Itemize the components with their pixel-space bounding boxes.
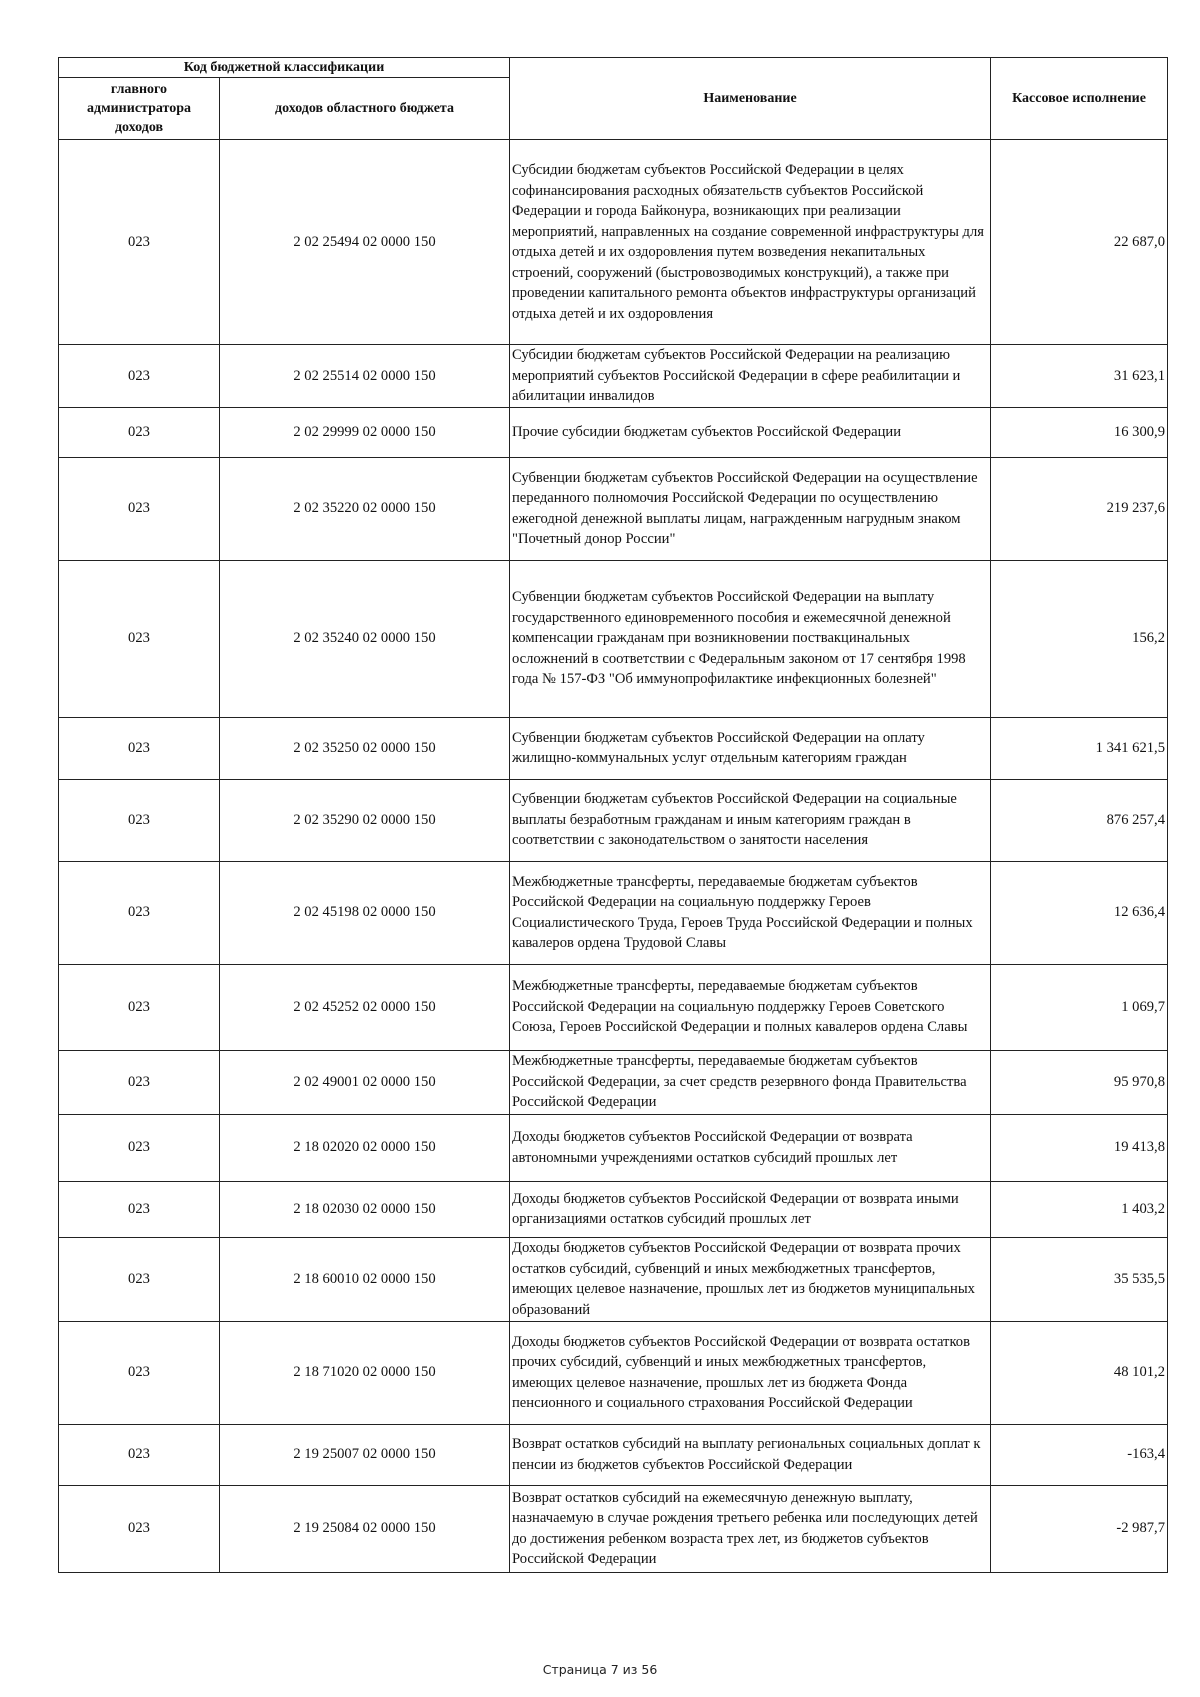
header-admin-code: главного администратора доходов <box>59 78 220 140</box>
table-row <box>59 779 1168 861</box>
table-row <box>59 1424 1168 1485</box>
name-cell: Межбюджетные трансферты, передаваемые бюджетам субъектов Российской Федерации на социальную поддержку Героев Советского Союза, Героев Российской Федерации и полных кавалеров ордена Славы <box>510 964 991 1050</box>
name-cell: Межбюджетные трансферты, передаваемые бюджетам субъектов Российской Федерации на социальную поддержку Героев Социалистического Труда, Героев Труда Российской Федерации и полных кавалеров ордена Трудовой Славы <box>510 861 991 964</box>
income-code-cell: 2 19 25007 02 0000 150 <box>220 1424 510 1485</box>
amount-cell: 31 623,1 <box>991 345 1168 408</box>
name-cell: Доходы бюджетов субъектов Российской Федерации от возврата автономными учреждениями остатков субсидий прошлых лет <box>510 1114 991 1181</box>
income-code-cell: 2 02 45252 02 0000 150 <box>220 964 510 1050</box>
name-cell: Возврат остатков субсидий на выплату региональных социальных доплат к пенсии из бюджетов субъектов Российской Федерации <box>510 1424 991 1485</box>
admin-code-cell: 023 <box>59 779 220 861</box>
header-budget-classification: Код бюджетной классификации <box>59 58 510 78</box>
table-body <box>59 140 1168 1573</box>
budget-table <box>58 57 1168 1573</box>
admin-code-cell: 023 <box>59 861 220 964</box>
name-cell: Возврат остатков субсидий на ежемесячную денежную выплату, назначаемую в случае рождения третьего ребенка или последующих детей до достижения ребенком возраста трех лет, из бюджетов субъектов Российской Федерации <box>510 1485 991 1572</box>
amount-cell: 219 237,6 <box>991 457 1168 560</box>
income-code-cell: 2 02 35290 02 0000 150 <box>220 779 510 861</box>
header-cash-execution: Кассовое исполнение <box>991 58 1168 140</box>
admin-code-cell: 023 <box>59 964 220 1050</box>
income-code-cell: 2 18 60010 02 0000 150 <box>220 1237 510 1321</box>
name-cell: Доходы бюджетов субъектов Российской Федерации от возврата иными организациями остатков субсидий прошлых лет <box>510 1181 991 1237</box>
admin-code-cell: 023 <box>59 717 220 779</box>
name-cell: Субвенции бюджетам субъектов Российской Федерации на оплату жилищно-коммунальных услуг отдельным категориям граждан <box>510 717 991 779</box>
amount-cell: 22 687,0 <box>991 140 1168 345</box>
table-row <box>59 964 1168 1050</box>
admin-code-cell: 023 <box>59 345 220 408</box>
name-cell: Доходы бюджетов субъектов Российской Федерации от возврата прочих остатков субсидий, субвенций и иных межбюджетных трансфертов, имеющих целевое назначение, прошлых лет из бюджетов муниципальных образований <box>510 1237 991 1321</box>
table-row <box>59 1237 1168 1321</box>
amount-cell: 95 970,8 <box>991 1050 1168 1114</box>
name-cell: Субвенции бюджетам субъектов Российской Федерации на социальные выплаты безработным гражданам и иным категориям граждан в соответствии с законодательством о занятости населения <box>510 779 991 861</box>
income-code-cell: 2 18 02020 02 0000 150 <box>220 1114 510 1181</box>
table-row <box>59 1321 1168 1424</box>
name-cell: Субсидии бюджетам субъектов Российской Федерации на реализацию мероприятий субъектов Российской Федерации в сфере реабилитации и абилитации инвалидов <box>510 345 991 408</box>
admin-code-cell: 023 <box>59 560 220 717</box>
income-code-cell: 2 18 02030 02 0000 150 <box>220 1181 510 1237</box>
amount-cell: 1 069,7 <box>991 964 1168 1050</box>
name-cell: Прочие субсидии бюджетам субъектов Российской Федерации <box>510 407 991 457</box>
income-code-cell: 2 02 49001 02 0000 150 <box>220 1050 510 1114</box>
name-cell: Субсидии бюджетам субъектов Российской Федерации в целях софинансирования расходных обязательств субъектов Российской Федерации и города Байконура, возникающих при реализации мероприятий, направленных на создание современной инфраструктуры для отдыха детей и их оздоровления путем возведения некапитальных строений, сооружений (быстровозводимых конструкций), а также при проведении капитального ремонта объектов инфраструктуры организаций отдыха детей и их оздоровления <box>510 140 991 345</box>
table-row <box>59 717 1168 779</box>
amount-cell: 156,2 <box>991 560 1168 717</box>
table-row <box>59 1050 1168 1114</box>
table-row <box>59 457 1168 560</box>
table-row <box>59 407 1168 457</box>
income-code-cell: 2 02 25494 02 0000 150 <box>220 140 510 345</box>
admin-code-cell: 023 <box>59 457 220 560</box>
admin-code-cell: 023 <box>59 1181 220 1237</box>
amount-cell: 19 413,8 <box>991 1114 1168 1181</box>
table-row <box>59 1181 1168 1237</box>
name-cell: Субвенции бюджетам субъектов Российской Федерации на осуществление переданного полномочия Российской Федерации по осуществлению ежегодной денежной выплаты лицам, награжденным нагрудным знаком "Почетный донор России" <box>510 457 991 560</box>
admin-code-cell: 023 <box>59 1114 220 1181</box>
name-cell: Субвенции бюджетам субъектов Российской Федерации на выплату государственного единовременного пособия и ежемесячной денежной компенсации гражданам при возникновении поствакцинальных осложнений в соответствии с Федеральным законом от 17 сентября 1998 года № 157-ФЗ "Об иммунопрофилактике инфекционных болезней" <box>510 560 991 717</box>
admin-code-cell: 023 <box>59 1237 220 1321</box>
name-cell: Доходы бюджетов субъектов Российской Федерации от возврата остатков прочих субсидий, субвенций и иных межбюджетных трансфертов, имеющих целевое назначение, прошлых лет из бюджета Фонда пенсионного и социального страхования Российской Федерации <box>510 1321 991 1424</box>
admin-code-cell: 023 <box>59 1424 220 1485</box>
table-row <box>59 345 1168 408</box>
table-row <box>59 1114 1168 1181</box>
amount-cell: -163,4 <box>991 1424 1168 1485</box>
admin-code-cell: 023 <box>59 1050 220 1114</box>
header-name: Наименование <box>510 58 991 140</box>
amount-cell: -2 987,7 <box>991 1485 1168 1572</box>
admin-code-cell: 023 <box>59 1321 220 1424</box>
amount-cell: 12 636,4 <box>991 861 1168 964</box>
amount-cell: 35 535,5 <box>991 1237 1168 1321</box>
income-code-cell: 2 18 71020 02 0000 150 <box>220 1321 510 1424</box>
table-row <box>59 140 1168 345</box>
name-cell: Межбюджетные трансферты, передаваемые бюджетам субъектов Российской Федерации, за счет средств резервного фонда Правительства Российской Федерации <box>510 1050 991 1114</box>
table-row <box>59 560 1168 717</box>
header-income-code: доходов областного бюджета <box>220 78 510 140</box>
income-code-cell: 2 02 35250 02 0000 150 <box>220 717 510 779</box>
amount-cell: 1 403,2 <box>991 1181 1168 1237</box>
page-number: Страница 7 из 56 <box>542 1662 658 1677</box>
amount-cell: 876 257,4 <box>991 779 1168 861</box>
income-code-cell: 2 19 25084 02 0000 150 <box>220 1485 510 1572</box>
income-code-cell: 2 02 35240 02 0000 150 <box>220 560 510 717</box>
table-row <box>59 861 1168 964</box>
amount-cell: 48 101,2 <box>991 1321 1168 1424</box>
income-code-cell: 2 02 25514 02 0000 150 <box>220 345 510 408</box>
table-row <box>59 1485 1168 1572</box>
admin-code-cell: 023 <box>59 1485 220 1572</box>
income-code-cell: 2 02 35220 02 0000 150 <box>220 457 510 560</box>
income-code-cell: 2 02 45198 02 0000 150 <box>220 861 510 964</box>
amount-cell: 16 300,9 <box>991 407 1168 457</box>
admin-code-cell: 023 <box>59 140 220 345</box>
admin-code-cell: 023 <box>59 407 220 457</box>
amount-cell: 1 341 621,5 <box>991 717 1168 779</box>
income-code-cell: 2 02 29999 02 0000 150 <box>220 407 510 457</box>
